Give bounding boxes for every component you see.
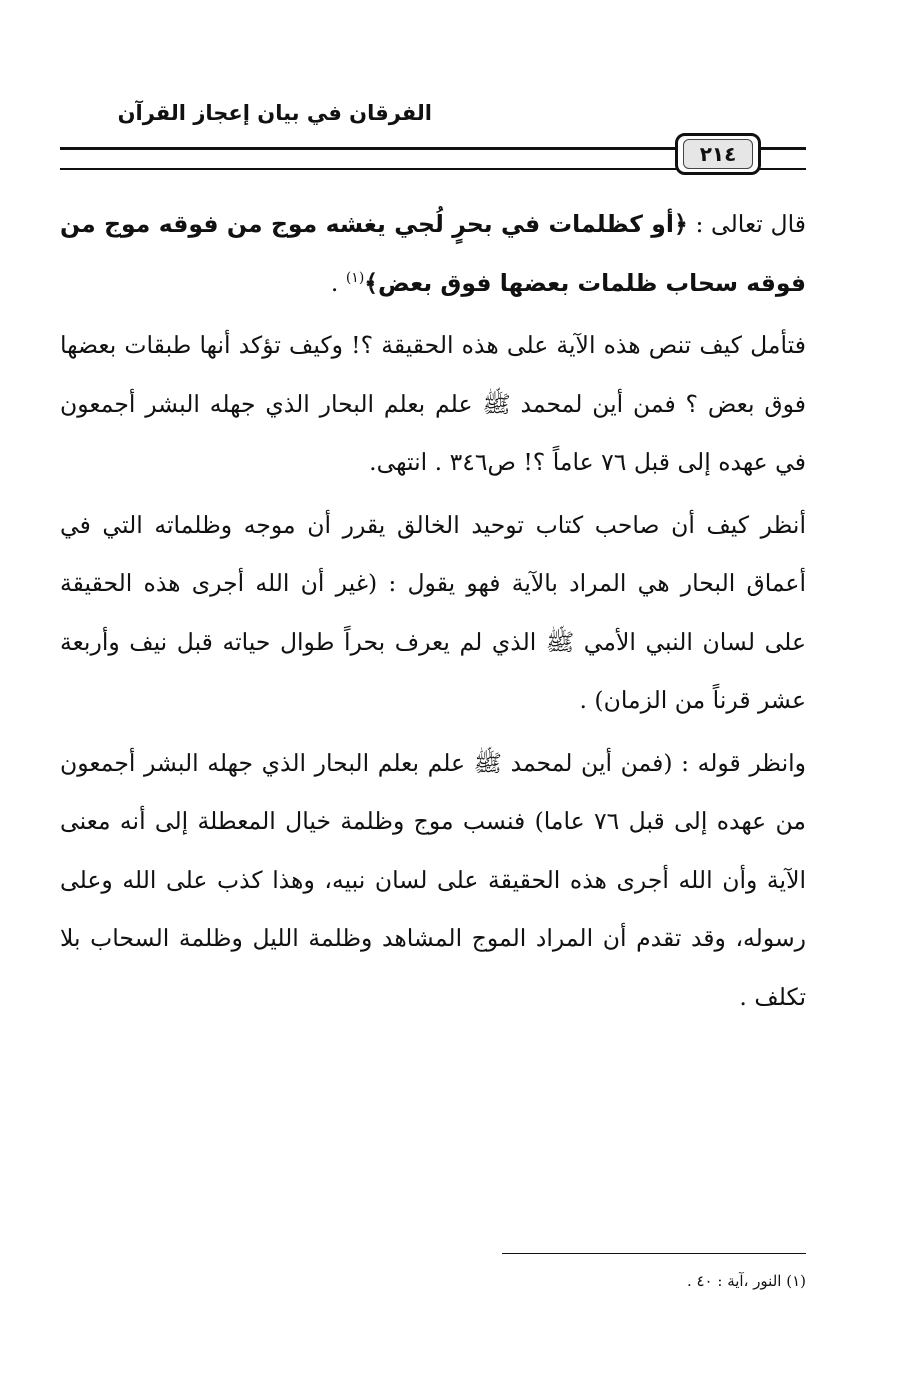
paragraph: وانظر قوله : (فمن أين لمحمد ﷺ علم بعلم البحار الذي جهله البشر أجمعون من عهده إلى قبل ٧٦ عاما) فنسب موج وظلمة خيال المعطلة إلى أنه معنى الآية وأن الله أجرى هذه الحقيقة على لسان نبيه، وهذا كذب على الله وعلى رسوله، وقد تقدم أن المراد الموج المشاهد وظلمة الليل وظلمة السحاب بلا تكلف . [60, 748, 807, 1011]
paragraph: فتأمل كيف تنص هذه الآية على هذه الحقيقة ؟! وكيف تؤكد أنها طبقات بعضها فوق بعض ؟ فمن أين لمحمد ﷺ علم بعلم البحار الذي جهله البشر أجمعون في عهده إلى قبل ٧٦ عاماً ؟! ص٣٤٦ . انتهى. [60, 331, 806, 476]
paragraph: أنظر كيف أن صاحب كتاب توحيد الخالق يقرر أن موجه وظلماته التي في أعماق البحار هي المراد بالآية فهو يقول : (غير أن الله أجرى هذه الحقيقة على لسان النبي الأمي ﷺ الذي لم يعرف بحراً طوال حياته قبل نيف وأربعة عشر قرناً من الزمان) . [60, 510, 806, 714]
page-number: ٢١٤ [683, 139, 753, 169]
paragraph-end: . [330, 268, 346, 297]
footnote-separator [502, 1253, 806, 1254]
footnote-reference: (١) [345, 269, 365, 286]
paragraph-intro: قال تعالى : [687, 210, 806, 238]
footnote: (١) النور ،آية : ٤٠ . [686, 1272, 806, 1290]
main-text [60, 195, 806, 1026]
page-number-frame [675, 133, 761, 175]
paragraph-verse-quote [60, 195, 806, 312]
running-title: الفرقان في بيان إعجاز القرآن [117, 101, 432, 125]
quran-verse: ﴿أو كظلمات في بحرٍ لُجي يغشه موج من فوقه موج من فوقه سحاب ظلمات بعضها فوق بعض﴾ [60, 210, 806, 297]
